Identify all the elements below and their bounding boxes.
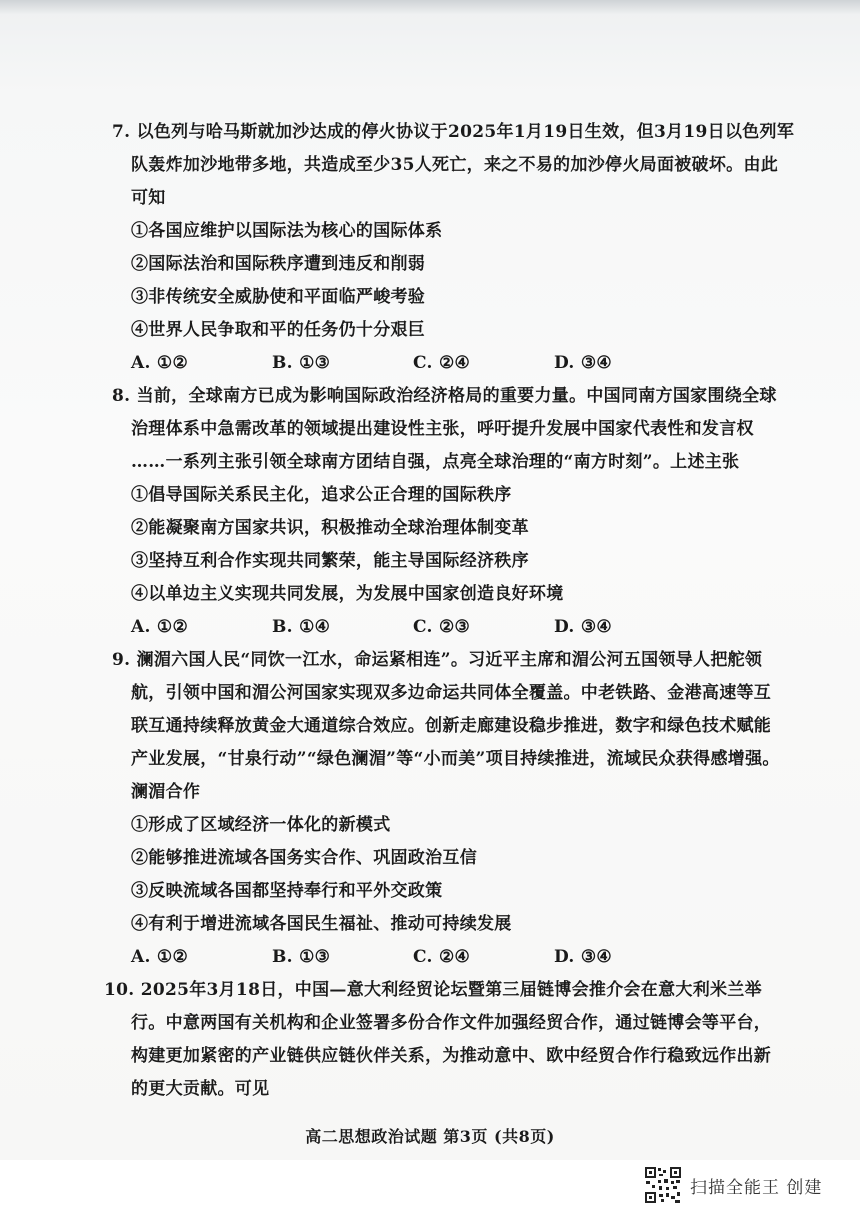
statement-3: ③坚持互利合作实现共同繁荣，能主导国际经济秩序 (131, 551, 529, 571)
option-d: D. ③④ (554, 947, 612, 967)
question-stem-line: 队轰炸加沙地带多地，共造成至少35人死亡，来之不易的加沙停火局面被破坏。由此 (131, 155, 779, 175)
question-stem-line: 澜湄合作 (131, 782, 201, 802)
question-stem-line: 的更大贡献。可见 (131, 1079, 270, 1099)
question-stem-line: ……一系列主张引领全球南方团结自强，点亮全球治理的“南方时刻”。上述主张 (131, 452, 740, 472)
questions-area (104, 116, 795, 1106)
question-7 (112, 116, 795, 380)
statement-1: ①倡导国际关系民主化，追求公正合理的国际秩序 (131, 485, 512, 505)
scanner-watermark (644, 1166, 822, 1204)
statement-2: ②能凝聚南方国家共识，积极推动全球治理体制变革 (131, 518, 529, 538)
option-d: D. ③④ (554, 353, 612, 373)
statement-1: ①形成了区域经济一体化的新模式 (131, 815, 391, 835)
statement-1: ①各国应维护以国际法为核心的国际体系 (131, 221, 443, 241)
question-stem-line: 治理体系中急需改革的领域提出建设性主张，呼吁提升发展中国家代表性和发言权 (131, 419, 754, 439)
option-b: B. ①④ (272, 617, 331, 637)
question-stem-line: 7. 以色列与哈马斯就加沙达成的停火协议于2025年1月19日生效，但3月19日以色列军 (112, 122, 795, 142)
question-8 (112, 380, 792, 644)
qr-code-icon (644, 1166, 682, 1204)
option-c: C. ②④ (413, 353, 471, 373)
answer-options (112, 941, 792, 974)
statement-2: ②国际法治和国际秩序遭到违反和削弱 (131, 254, 426, 274)
question-9 (112, 644, 792, 974)
question-stem-line: 9. 澜湄六国人民“同饮一江水，命运紧相连”。习近平主席和湄公河五国领导人把舵领 (112, 650, 763, 670)
option-d: D. ③④ (554, 617, 612, 637)
scan-top-edge (0, 0, 860, 14)
statement-2: ②能够推进流域各国务实合作、巩固政治互信 (131, 848, 477, 868)
option-a: A. ①② (131, 947, 189, 967)
statement-4: ④有利于增进流域各国民生福祉、推动可持续发展 (131, 914, 512, 934)
question-stem-line: 8. 当前，全球南方已成为影响国际政治经济格局的重要力量。中国同南方国家围绕全球 (112, 386, 777, 406)
option-b: B. ①③ (272, 353, 331, 373)
option-c: C. ②③ (413, 617, 471, 637)
question-stem-line: 10. 2025年3月18日，中国—意大利经贸论坛暨第三届链博会推介会在意大利米兰举 (104, 980, 762, 1000)
answer-options (112, 347, 792, 380)
question-stem-line: 联互通持续释放黄金大通道综合效应。创新走廊建设稳步推进，数字和绿色技术赋能 (131, 716, 772, 736)
question-stem-line: 构建更加紧密的产业链供应链伙伴关系，为推动意中、欧中经贸合作行稳致远作出新 (131, 1046, 772, 1066)
option-c: C. ②④ (413, 947, 471, 967)
statement-3: ③非传统安全威胁使和平面临严峻考验 (131, 287, 426, 307)
question-stem-line: 行。中意两国有关机构和企业签署多份合作文件加强经贸合作，通过链博会等平台， (131, 1013, 772, 1033)
option-b: B. ①③ (272, 947, 331, 967)
page-footer: 高二思想政治试题 第3页 (共8页) (305, 1127, 555, 1146)
statement-3: ③反映流域各国都坚持奉行和平外交政策 (131, 881, 443, 901)
question-stem-line: 航，引领中国和湄公河国家实现双多边命运共同体全覆盖。中老铁路、金港高速等互 (131, 683, 772, 703)
statement-4: ④世界人民争取和平的任务仍十分艰巨 (131, 320, 426, 340)
statement-4: ④以单边主义实现共同发展，为发展中国家创造良好环境 (131, 584, 564, 604)
question-stem-line: 产业发展，“甘泉行动”“绿色澜湄”等“小而美”项目持续推进，流域民众获得感增强。 (131, 749, 780, 769)
option-a: A. ①② (131, 617, 189, 637)
question-stem-line: 可知 (131, 188, 166, 208)
option-a: A. ①② (131, 353, 189, 373)
question-10 (104, 974, 792, 1106)
watermark-text: 扫描全能王 创建 (690, 1177, 823, 1198)
answer-options (112, 611, 792, 644)
